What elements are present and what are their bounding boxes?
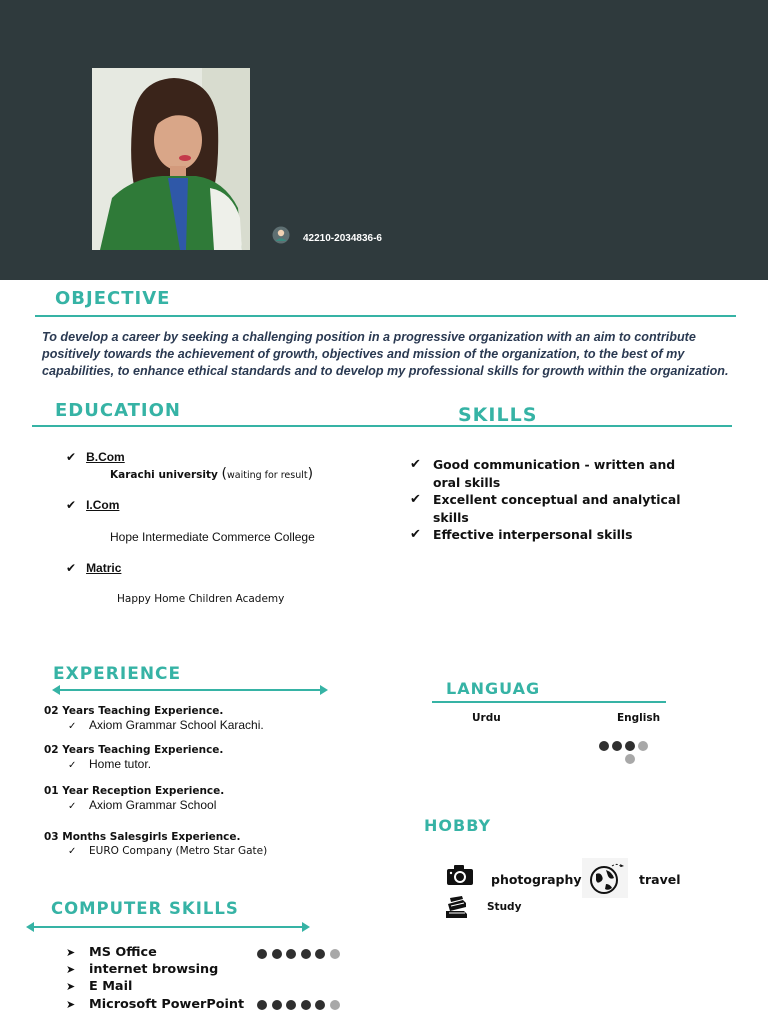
education-institute-bcom	[110, 466, 313, 482]
check-icon: ✓	[68, 846, 77, 857]
arrow-right-icon	[302, 922, 310, 932]
objective-rule	[35, 315, 736, 317]
language-rule	[432, 701, 666, 703]
powerpoint-rating	[257, 999, 347, 1011]
language-english: English	[617, 712, 661, 724]
check-icon: ✓	[68, 801, 77, 812]
computer-skills-arrow-rule	[28, 926, 308, 928]
education-item-bcom	[66, 450, 125, 464]
arrow-bullet-icon: ➤	[66, 998, 76, 1011]
objective-heading: OBJECTIVE	[55, 288, 171, 309]
experience-title: 03 Months Salesgirls Experience.	[44, 831, 241, 843]
experience-heading: EXPERIENCE	[53, 664, 182, 684]
rating-dot-filled	[301, 1000, 311, 1010]
education-rule	[32, 425, 732, 427]
education-institute-icom: Hope Intermediate Commerce College	[110, 530, 315, 544]
camera-icon	[446, 864, 474, 886]
computer-skills-heading: COMPUTER SKILLS	[51, 899, 239, 918]
language-heading: LANGUAG	[446, 679, 541, 698]
degree-title: Matric	[86, 561, 122, 575]
hobby-study: Study	[487, 901, 522, 913]
rating-dot-filled	[599, 741, 609, 751]
rating-dot-filled	[272, 949, 282, 959]
english-level-rating	[599, 741, 669, 767]
education-heading: EDUCATION	[55, 400, 181, 421]
profile-photo-illustration	[92, 68, 250, 250]
check-icon: ✓	[68, 760, 77, 771]
education-item-icom	[66, 498, 119, 512]
hobby-heading: HOBBY	[424, 816, 492, 835]
degree-title: I.Com	[86, 498, 120, 512]
education-item-matric	[66, 561, 121, 575]
experience-arrow-rule	[54, 689, 326, 691]
rating-dot-filled	[612, 741, 622, 751]
skill-item: ✔ Effective interpersonal skills	[410, 527, 633, 542]
check-icon: ✔	[66, 450, 77, 464]
rating-dot-empty	[638, 741, 648, 751]
rating-dot-filled	[315, 949, 325, 959]
arrow-bullet-icon: ➤	[66, 946, 76, 959]
check-icon: ✔	[410, 527, 421, 542]
check-icon: ✔	[410, 457, 421, 472]
note-close: )	[307, 466, 314, 482]
arrow-right-icon	[320, 685, 328, 695]
rating-dot-filled	[257, 1000, 267, 1010]
arrow-left-icon	[52, 685, 60, 695]
skill-item: ✔ Excellent conceptual and analytical skills	[410, 492, 681, 525]
hobby-travel: travel	[639, 872, 681, 887]
rating-dot-filled	[625, 741, 635, 751]
check-icon: ✔	[66, 561, 77, 575]
rating-dot-filled	[257, 949, 267, 959]
education-institute-matric: Happy Home Children Academy	[117, 593, 285, 605]
id-card-icon	[272, 226, 290, 244]
ms-office-rating	[257, 948, 347, 960]
arrow-bullet-icon: ➤	[66, 963, 76, 976]
experience-place: ✓ EURO Company (Metro Star Gate)	[68, 845, 268, 857]
computer-skill-powerpoint: ➤ Microsoft PowerPoint	[66, 997, 245, 1012]
profile-photo	[92, 68, 250, 250]
result-note: waiting for result	[226, 470, 308, 481]
experience-title: 02 Years Teaching Experience.	[44, 705, 224, 717]
institute-name: Karachi university	[110, 469, 218, 481]
skills-list	[410, 456, 700, 544]
arrow-left-icon	[26, 922, 34, 932]
rating-dot-empty	[330, 1000, 340, 1010]
hobby-photography: photography	[491, 872, 582, 887]
experience-place: ✓ Axiom Grammar School	[68, 798, 217, 812]
arrow-bullet-icon: ➤	[66, 980, 76, 993]
rating-dot-empty	[330, 949, 340, 959]
check-icon: ✔	[66, 498, 77, 512]
rating-dot-filled	[315, 1000, 325, 1010]
check-icon: ✓	[68, 721, 77, 732]
computer-skill-internet: ➤ internet browsing	[66, 962, 219, 977]
experience-title: 02 Years Teaching Experience.	[44, 744, 224, 756]
experience-place: ✓ Home tutor.	[68, 757, 152, 771]
computer-skill-ms-office: ➤ MS Office	[66, 945, 157, 960]
rating-dot-filled	[286, 1000, 296, 1010]
objective-text: To develop a career by seeking a challenging position in a progressive organization with an aim to contribute positively towards the achievement of growth, objectives and mission of the organization, to the best of my capabilities, to enhance ethical standards and to develop my professional skills for growth within the organization.	[42, 330, 729, 378]
experience-place: ✓ Axiom Grammar School Karachi.	[68, 718, 264, 732]
rating-dot-filled	[301, 949, 311, 959]
degree-title: B.Com	[86, 450, 125, 464]
note-open: (	[221, 466, 227, 482]
books-icon	[443, 895, 469, 919]
globe-plane-icon	[582, 858, 628, 898]
language-urdu: Urdu	[472, 712, 501, 724]
experience-title: 01 Year Reception Experience.	[44, 785, 225, 797]
skills-heading: SKILLS	[458, 404, 538, 426]
skill-item: ✔ Good communication - written and oral skills	[410, 457, 676, 490]
rating-dot-filled	[272, 1000, 282, 1010]
check-icon: ✔	[410, 492, 421, 507]
computer-skill-email: ➤ E Mail	[66, 979, 133, 994]
id-number: 42210-2034836-6	[303, 233, 382, 244]
rating-dot-empty	[625, 754, 635, 764]
rating-dot-filled	[286, 949, 296, 959]
